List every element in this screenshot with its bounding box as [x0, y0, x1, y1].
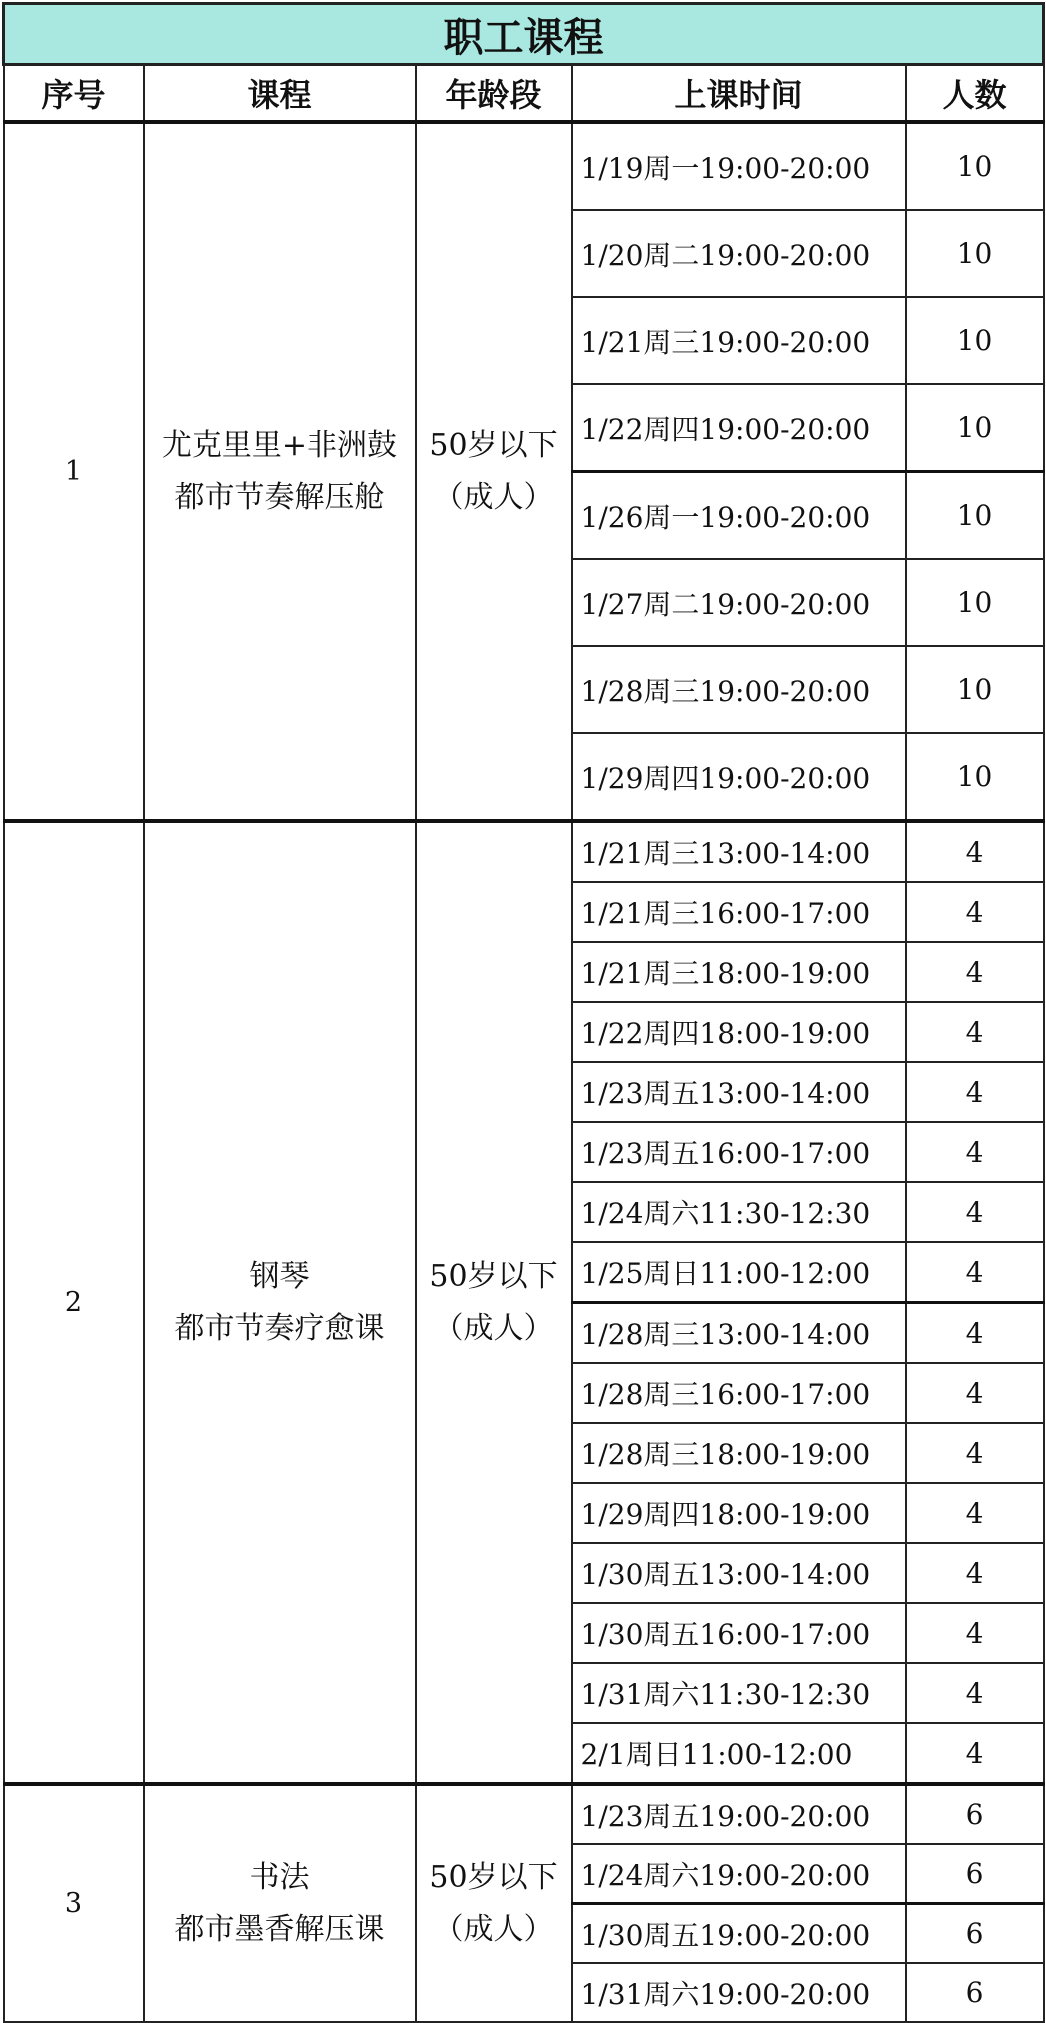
session-time: 1/28周三13:00-14:00	[572, 1303, 906, 1364]
header-index: 序号	[4, 65, 144, 123]
session-headcount: 4	[906, 1423, 1044, 1483]
session-headcount: 4	[906, 942, 1044, 1002]
session-time: 1/28周三18:00-19:00	[572, 1423, 906, 1483]
session-row	[4, 122, 1044, 210]
session-headcount: 4	[906, 1723, 1044, 1784]
age-group	[416, 1784, 572, 2022]
session-headcount: 4	[906, 1303, 1044, 1364]
session-time: 1/24周六19:00-20:00	[572, 1844, 906, 1904]
session-time: 1/21周三16:00-17:00	[572, 882, 906, 942]
session-headcount: 10	[906, 210, 1044, 297]
session-headcount: 4	[906, 1543, 1044, 1603]
session-headcount: 10	[906, 733, 1044, 821]
session-time: 1/21周三13:00-14:00	[572, 821, 906, 882]
session-time: 1/28周三16:00-17:00	[572, 1363, 906, 1423]
course-name	[144, 821, 416, 1784]
session-headcount: 4	[906, 1363, 1044, 1423]
session-headcount: 10	[906, 472, 1044, 560]
session-headcount: 4	[906, 1182, 1044, 1242]
course-name	[144, 122, 416, 821]
group-index: 1	[4, 122, 144, 821]
age-group-line: 50岁以下	[429, 1859, 558, 1895]
session-time: 1/22周四19:00-20:00	[572, 384, 906, 472]
course-name	[144, 1784, 416, 2022]
session-time: 1/21周三19:00-20:00	[572, 297, 906, 384]
age-group	[416, 821, 572, 1784]
session-time: 1/19周一19:00-20:00	[572, 122, 906, 210]
session-headcount: 4	[906, 821, 1044, 882]
session-time: 1/28周三19:00-20:00	[572, 646, 906, 733]
course-name-line: 钢琴	[249, 1258, 310, 1294]
session-headcount: 10	[906, 297, 1044, 384]
session-row	[4, 1784, 1044, 1844]
course-table	[2, 2, 1045, 2023]
session-time: 1/31周六11:30-12:30	[572, 1663, 906, 1723]
course-name-line: 都市节奏疗愈课	[174, 1310, 385, 1346]
course-name-line: 书法	[249, 1859, 310, 1895]
age-group-line: （成人）	[433, 1310, 554, 1346]
session-headcount: 4	[906, 1242, 1044, 1303]
course-name-line: 尤克里里+非洲鼓	[161, 427, 398, 463]
session-time: 1/24周六11:30-12:30	[572, 1182, 906, 1242]
session-time: 1/21周三18:00-19:00	[572, 942, 906, 1002]
age-group-line: 50岁以下	[429, 427, 558, 463]
age-group-line: 50岁以下	[429, 1258, 558, 1294]
session-time: 1/23周五19:00-20:00	[572, 1784, 906, 1844]
session-headcount: 6	[906, 1844, 1044, 1904]
header-headcount: 人数	[906, 65, 1044, 123]
session-row	[4, 821, 1044, 882]
session-time: 1/23周五16:00-17:00	[572, 1122, 906, 1182]
age-group-line: （成人）	[433, 479, 554, 515]
session-headcount: 6	[906, 1904, 1044, 1964]
group-index: 3	[4, 1784, 144, 2022]
session-headcount: 4	[906, 1002, 1044, 1062]
session-headcount: 10	[906, 384, 1044, 472]
session-time: 1/26周一19:00-20:00	[572, 472, 906, 560]
session-time: 1/25周日11:00-12:00	[572, 1242, 906, 1303]
session-time: 1/30周五19:00-20:00	[572, 1904, 906, 1964]
session-time: 2/1周日11:00-12:00	[572, 1723, 906, 1784]
group-index: 2	[4, 821, 144, 1784]
session-time: 1/20周二19:00-20:00	[572, 210, 906, 297]
session-time: 1/30周五16:00-17:00	[572, 1603, 906, 1663]
table-title: 职工课程	[4, 4, 1044, 65]
header-age-group: 年龄段	[416, 65, 572, 123]
course-name-line: 都市墨香解压课	[174, 1911, 385, 1947]
session-headcount: 10	[906, 559, 1044, 646]
age-group	[416, 122, 572, 821]
session-time: 1/22周四18:00-19:00	[572, 1002, 906, 1062]
session-time: 1/23周五13:00-14:00	[572, 1062, 906, 1122]
session-headcount: 4	[906, 1062, 1044, 1122]
session-time: 1/29周四18:00-19:00	[572, 1483, 906, 1543]
session-time: 1/27周二19:00-20:00	[572, 559, 906, 646]
session-headcount: 4	[906, 882, 1044, 942]
session-headcount: 4	[906, 1663, 1044, 1723]
session-headcount: 4	[906, 1483, 1044, 1543]
session-headcount: 10	[906, 646, 1044, 733]
table-body	[4, 122, 1044, 2022]
header-course: 课程	[144, 65, 416, 123]
course-name-line: 都市节奏解压舱	[174, 479, 385, 515]
session-headcount: 6	[906, 1784, 1044, 1844]
session-headcount: 4	[906, 1603, 1044, 1663]
session-headcount: 6	[906, 1963, 1044, 2022]
session-headcount: 4	[906, 1122, 1044, 1182]
session-time: 1/31周六19:00-20:00	[572, 1963, 906, 2022]
session-time: 1/30周五13:00-14:00	[572, 1543, 906, 1603]
session-headcount: 10	[906, 122, 1044, 210]
header-row	[4, 65, 1044, 123]
header-class-time: 上课时间	[572, 65, 906, 123]
age-group-line: （成人）	[433, 1911, 554, 1947]
session-time: 1/29周四19:00-20:00	[572, 733, 906, 821]
